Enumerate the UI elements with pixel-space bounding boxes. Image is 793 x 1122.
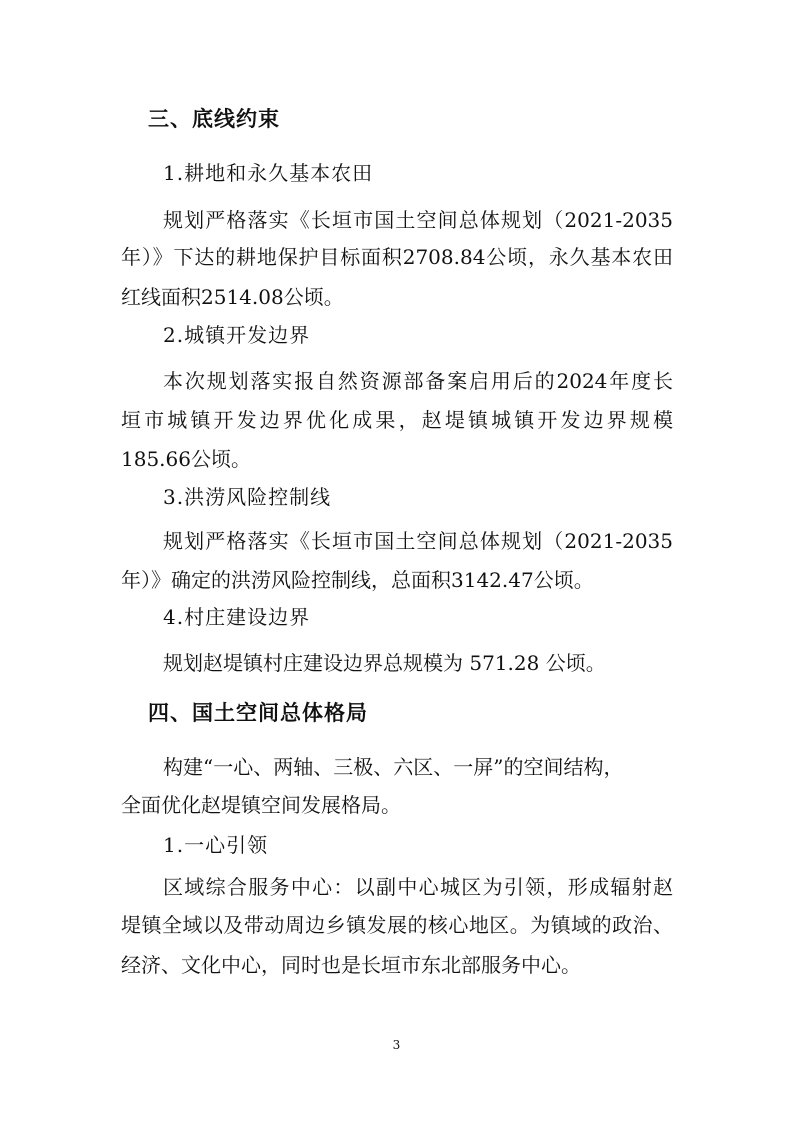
paragraph-line: 构建“一心、两轴、三极、六区、一屏”的空间结构， xyxy=(163,755,624,779)
paragraph-line: 规划严格落实《长垣市国土空间总体规划（2021-2035 xyxy=(163,208,673,232)
paragraph-line: 区域综合服务中心：以副中心城区为引领，形成辐射赵 xyxy=(163,875,673,899)
section-3-heading: 三、底线约束 xyxy=(148,107,280,131)
section-4-heading: 四、国土空间总体格局 xyxy=(148,701,368,725)
item-flood-control-title: 3.洪涝风险控制线 xyxy=(163,485,332,509)
paragraph-line: 全面优化赵堤镇空间发展格局。 xyxy=(121,793,401,817)
item-core-title: 1.一心引领 xyxy=(163,833,269,857)
paragraph-line: 规划严格落实《长垣市国土空间总体规划（2021-2035 xyxy=(163,529,673,553)
paragraph-line: 年）》下达的耕地保护目标面积2708.84公顷，永久基本农田 xyxy=(121,245,673,269)
paragraph-line: 年）》确定的洪涝风险控制线，总面积3142.47公顷。 xyxy=(121,568,594,592)
paragraph-line: 规划赵堤镇村庄建设边界总规模为 571.28 公顷。 xyxy=(163,651,606,675)
paragraph-line: 经济、文化中心，同时也是长垣市东北部服务中心。 xyxy=(121,953,581,977)
paragraph-line: 堤镇全域以及带动周边乡镇发展的核心地区。为镇域的政治、 xyxy=(121,913,673,937)
item-urban-boundary-title: 2.城镇开发边界 xyxy=(163,323,311,347)
paragraph-line: 本次规划落实报自然资源部备案启用后的2024年度长 xyxy=(163,369,673,393)
paragraph-line: 红线面积2514.08公顷。 xyxy=(121,285,344,309)
page-number: 3 xyxy=(392,1038,401,1052)
item-village-boundary-title: 4.村庄建设边界 xyxy=(163,605,311,629)
paragraph-line: 垣市城镇开发边界优化成果，赵堤镇城镇开发边界规模 xyxy=(121,408,673,432)
item-farmland-title: 1.耕地和永久基本农田 xyxy=(163,161,374,185)
paragraph-line: 185.66公顷。 xyxy=(121,447,251,471)
